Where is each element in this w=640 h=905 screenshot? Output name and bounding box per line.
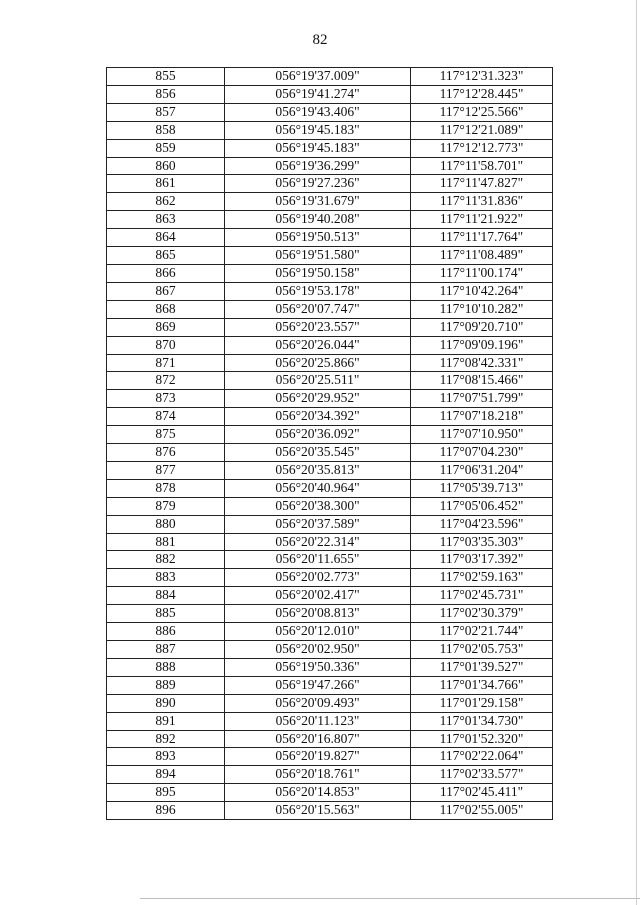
table-row bbox=[107, 264, 553, 282]
longitude-cell: 117°02'21.744" bbox=[411, 623, 553, 641]
longitude-cell: 117°07'18.218" bbox=[411, 408, 553, 426]
scan-edge-line bbox=[636, 0, 637, 905]
latitude-cell: 056°19'43.406" bbox=[225, 103, 411, 121]
point-number-cell: 877 bbox=[107, 461, 225, 479]
longitude-cell: 117°02'59.163" bbox=[411, 569, 553, 587]
table-row bbox=[107, 372, 553, 390]
latitude-cell: 056°20'35.545" bbox=[225, 444, 411, 462]
point-number-cell: 895 bbox=[107, 784, 225, 802]
longitude-cell: 117°02'05.753" bbox=[411, 641, 553, 659]
longitude-cell: 117°03'17.392" bbox=[411, 551, 553, 569]
latitude-cell: 056°19'50.513" bbox=[225, 229, 411, 247]
longitude-cell: 117°11'08.489" bbox=[411, 247, 553, 265]
table-row bbox=[107, 694, 553, 712]
point-number-cell: 865 bbox=[107, 247, 225, 265]
latitude-cell: 056°19'45.183" bbox=[225, 139, 411, 157]
latitude-cell: 056°20'11.123" bbox=[225, 712, 411, 730]
point-number-cell: 880 bbox=[107, 515, 225, 533]
table-row bbox=[107, 354, 553, 372]
point-number-cell: 887 bbox=[107, 641, 225, 659]
longitude-cell: 117°04'23.596" bbox=[411, 515, 553, 533]
table-row bbox=[107, 658, 553, 676]
point-number-cell: 863 bbox=[107, 211, 225, 229]
latitude-cell: 056°20'02.417" bbox=[225, 587, 411, 605]
table-row bbox=[107, 408, 553, 426]
point-number-cell: 883 bbox=[107, 569, 225, 587]
longitude-cell: 117°02'45.731" bbox=[411, 587, 553, 605]
latitude-cell: 056°20'38.300" bbox=[225, 497, 411, 515]
table-row bbox=[107, 730, 553, 748]
latitude-cell: 056°19'53.178" bbox=[225, 282, 411, 300]
table-row bbox=[107, 479, 553, 497]
point-number-cell: 868 bbox=[107, 300, 225, 318]
table-row bbox=[107, 300, 553, 318]
longitude-cell: 117°11'58.701" bbox=[411, 157, 553, 175]
latitude-cell: 056°20'02.950" bbox=[225, 641, 411, 659]
longitude-cell: 117°01'39.527" bbox=[411, 658, 553, 676]
point-number-cell: 859 bbox=[107, 139, 225, 157]
latitude-cell: 056°20'37.589" bbox=[225, 515, 411, 533]
point-number-cell: 855 bbox=[107, 68, 225, 86]
latitude-cell: 056°20'25.866" bbox=[225, 354, 411, 372]
latitude-cell: 056°20'14.853" bbox=[225, 784, 411, 802]
latitude-cell: 056°20'34.392" bbox=[225, 408, 411, 426]
table-row bbox=[107, 641, 553, 659]
table-row bbox=[107, 533, 553, 551]
point-number-cell: 874 bbox=[107, 408, 225, 426]
table-row bbox=[107, 497, 553, 515]
table-row bbox=[107, 766, 553, 784]
longitude-cell: 117°01'52.320" bbox=[411, 730, 553, 748]
table-row bbox=[107, 85, 553, 103]
latitude-cell: 056°19'27.236" bbox=[225, 175, 411, 193]
point-number-cell: 896 bbox=[107, 802, 225, 820]
point-number-cell: 882 bbox=[107, 551, 225, 569]
point-number-cell: 891 bbox=[107, 712, 225, 730]
table-row bbox=[107, 748, 553, 766]
table-row bbox=[107, 336, 553, 354]
latitude-cell: 056°20'22.314" bbox=[225, 533, 411, 551]
latitude-cell: 056°20'23.557" bbox=[225, 318, 411, 336]
longitude-cell: 117°12'21.089" bbox=[411, 121, 553, 139]
point-number-cell: 869 bbox=[107, 318, 225, 336]
longitude-cell: 117°11'47.827" bbox=[411, 175, 553, 193]
latitude-cell: 056°20'26.044" bbox=[225, 336, 411, 354]
longitude-cell: 117°11'00.174" bbox=[411, 264, 553, 282]
longitude-cell: 117°05'06.452" bbox=[411, 497, 553, 515]
latitude-cell: 056°20'35.813" bbox=[225, 461, 411, 479]
longitude-cell: 117°12'25.566" bbox=[411, 103, 553, 121]
table-row bbox=[107, 229, 553, 247]
latitude-cell: 056°20'16.807" bbox=[225, 730, 411, 748]
coordinates-table-body bbox=[107, 68, 553, 820]
point-number-cell: 856 bbox=[107, 85, 225, 103]
longitude-cell: 117°05'39.713" bbox=[411, 479, 553, 497]
point-number-cell: 870 bbox=[107, 336, 225, 354]
latitude-cell: 056°20'40.964" bbox=[225, 479, 411, 497]
table-row bbox=[107, 587, 553, 605]
longitude-cell: 117°09'20.710" bbox=[411, 318, 553, 336]
table-row bbox=[107, 247, 553, 265]
latitude-cell: 056°20'15.563" bbox=[225, 802, 411, 820]
point-number-cell: 862 bbox=[107, 193, 225, 211]
table-row bbox=[107, 175, 553, 193]
longitude-cell: 117°02'45.411" bbox=[411, 784, 553, 802]
table-row bbox=[107, 461, 553, 479]
table-row bbox=[107, 712, 553, 730]
latitude-cell: 056°19'31.679" bbox=[225, 193, 411, 211]
latitude-cell: 056°19'37.009" bbox=[225, 68, 411, 86]
longitude-cell: 117°03'35.303" bbox=[411, 533, 553, 551]
table-row bbox=[107, 605, 553, 623]
table-row bbox=[107, 211, 553, 229]
table-row bbox=[107, 802, 553, 820]
longitude-cell: 117°06'31.204" bbox=[411, 461, 553, 479]
latitude-cell: 056°20'11.655" bbox=[225, 551, 411, 569]
point-number-cell: 884 bbox=[107, 587, 225, 605]
latitude-cell: 056°19'40.208" bbox=[225, 211, 411, 229]
point-number-cell: 858 bbox=[107, 121, 225, 139]
point-number-cell: 888 bbox=[107, 658, 225, 676]
longitude-cell: 117°01'34.766" bbox=[411, 676, 553, 694]
longitude-cell: 117°10'10.282" bbox=[411, 300, 553, 318]
point-number-cell: 873 bbox=[107, 390, 225, 408]
table-row bbox=[107, 676, 553, 694]
point-number-cell: 864 bbox=[107, 229, 225, 247]
table-row bbox=[107, 121, 553, 139]
latitude-cell: 056°20'29.952" bbox=[225, 390, 411, 408]
table-row bbox=[107, 569, 553, 587]
point-number-cell: 875 bbox=[107, 426, 225, 444]
latitude-cell: 056°19'50.158" bbox=[225, 264, 411, 282]
longitude-cell: 117°11'21.922" bbox=[411, 211, 553, 229]
longitude-cell: 117°11'17.764" bbox=[411, 229, 553, 247]
longitude-cell: 117°07'10.950" bbox=[411, 426, 553, 444]
latitude-cell: 056°19'47.266" bbox=[225, 676, 411, 694]
table-row bbox=[107, 444, 553, 462]
latitude-cell: 056°20'07.747" bbox=[225, 300, 411, 318]
table-row bbox=[107, 139, 553, 157]
table-row bbox=[107, 390, 553, 408]
latitude-cell: 056°20'09.493" bbox=[225, 694, 411, 712]
longitude-cell: 117°02'30.379" bbox=[411, 605, 553, 623]
point-number-cell: 886 bbox=[107, 623, 225, 641]
latitude-cell: 056°19'36.299" bbox=[225, 157, 411, 175]
longitude-cell: 117°08'42.331" bbox=[411, 354, 553, 372]
point-number-cell: 867 bbox=[107, 282, 225, 300]
point-number-cell: 871 bbox=[107, 354, 225, 372]
latitude-cell: 056°20'12.010" bbox=[225, 623, 411, 641]
table-row bbox=[107, 515, 553, 533]
point-number-cell: 890 bbox=[107, 694, 225, 712]
longitude-cell: 117°12'12.773" bbox=[411, 139, 553, 157]
point-number-cell: 892 bbox=[107, 730, 225, 748]
coordinates-table bbox=[106, 67, 553, 820]
point-number-cell: 860 bbox=[107, 157, 225, 175]
table-row bbox=[107, 282, 553, 300]
latitude-cell: 056°20'08.813" bbox=[225, 605, 411, 623]
latitude-cell: 056°20'36.092" bbox=[225, 426, 411, 444]
longitude-cell: 117°01'34.730" bbox=[411, 712, 553, 730]
latitude-cell: 056°19'50.336" bbox=[225, 658, 411, 676]
latitude-cell: 056°20'18.761" bbox=[225, 766, 411, 784]
table-row bbox=[107, 193, 553, 211]
longitude-cell: 117°11'31.836" bbox=[411, 193, 553, 211]
longitude-cell: 117°07'51.799" bbox=[411, 390, 553, 408]
point-number-cell: 889 bbox=[107, 676, 225, 694]
point-number-cell: 866 bbox=[107, 264, 225, 282]
point-number-cell: 878 bbox=[107, 479, 225, 497]
longitude-cell: 117°02'55.005" bbox=[411, 802, 553, 820]
longitude-cell: 117°01'29.158" bbox=[411, 694, 553, 712]
point-number-cell: 861 bbox=[107, 175, 225, 193]
latitude-cell: 056°19'41.274" bbox=[225, 85, 411, 103]
point-number-cell: 885 bbox=[107, 605, 225, 623]
latitude-cell: 056°20'25.511" bbox=[225, 372, 411, 390]
table-row bbox=[107, 318, 553, 336]
table-row bbox=[107, 551, 553, 569]
point-number-cell: 876 bbox=[107, 444, 225, 462]
scan-bottom-line bbox=[140, 898, 640, 899]
table-row bbox=[107, 784, 553, 802]
table-row bbox=[107, 426, 553, 444]
table-row bbox=[107, 623, 553, 641]
point-number-cell: 857 bbox=[107, 103, 225, 121]
longitude-cell: 117°02'22.064" bbox=[411, 748, 553, 766]
longitude-cell: 117°08'15.466" bbox=[411, 372, 553, 390]
longitude-cell: 117°09'09.196" bbox=[411, 336, 553, 354]
table-row bbox=[107, 68, 553, 86]
point-number-cell: 894 bbox=[107, 766, 225, 784]
longitude-cell: 117°02'33.577" bbox=[411, 766, 553, 784]
table-row bbox=[107, 103, 553, 121]
table-row bbox=[107, 157, 553, 175]
longitude-cell: 117°12'31.323" bbox=[411, 68, 553, 86]
latitude-cell: 056°20'02.773" bbox=[225, 569, 411, 587]
latitude-cell: 056°19'45.183" bbox=[225, 121, 411, 139]
page-number: 82 bbox=[312, 32, 328, 48]
longitude-cell: 117°10'42.264" bbox=[411, 282, 553, 300]
point-number-cell: 893 bbox=[107, 748, 225, 766]
latitude-cell: 056°20'19.827" bbox=[225, 748, 411, 766]
point-number-cell: 881 bbox=[107, 533, 225, 551]
point-number-cell: 879 bbox=[107, 497, 225, 515]
longitude-cell: 117°12'28.445" bbox=[411, 85, 553, 103]
latitude-cell: 056°19'51.580" bbox=[225, 247, 411, 265]
longitude-cell: 117°07'04.230" bbox=[411, 444, 553, 462]
point-number-cell: 872 bbox=[107, 372, 225, 390]
